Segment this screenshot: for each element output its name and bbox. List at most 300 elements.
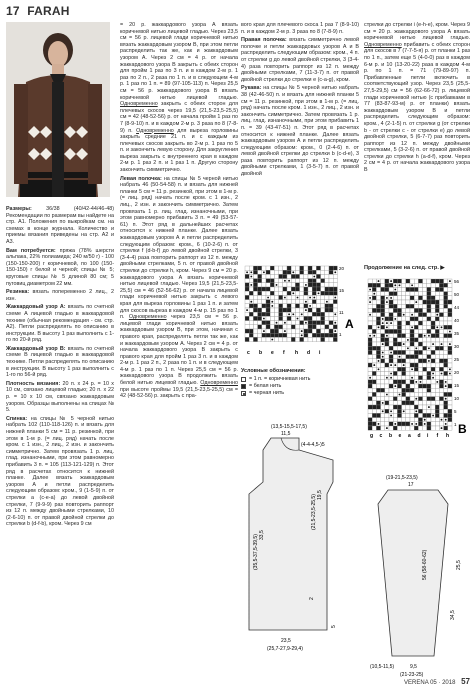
- chart-dot: [436, 326, 438, 328]
- chart-cell: [270, 279, 274, 283]
- chart-cell: [274, 274, 278, 278]
- chart-cell: [439, 359, 443, 363]
- chart-cell: [427, 300, 431, 304]
- chart-cell: [295, 300, 299, 304]
- chart-dot: [301, 334, 303, 336]
- chart-cell: [287, 325, 291, 329]
- chart-cell: [312, 304, 316, 308]
- chart-cell: [406, 342, 410, 346]
- chart-cell: [287, 283, 291, 287]
- chart-cell: [418, 401, 422, 405]
- sleeves-text-cont: стрелки до стрелки i (е-h-е), кром. Через 9 см = 20 р. жаккардового узора А вязать коричневой нитью лицевой гладью.: [364, 22, 470, 42]
- chart-cell: [410, 371, 414, 375]
- chart-cell: [329, 279, 333, 283]
- chart-dot: [378, 326, 380, 328]
- chart-cell: [444, 296, 448, 300]
- chart-cell: [295, 291, 299, 295]
- chart-cell: [414, 405, 418, 409]
- simultaneously-note: Одновременно: [136, 127, 174, 134]
- chart-cell: [397, 338, 401, 342]
- chart-cell: [402, 279, 406, 283]
- chart-cell: [249, 329, 253, 333]
- chart-cell: [381, 384, 385, 388]
- chart-cell: [444, 287, 448, 291]
- svg-text:23,5: 23,5: [281, 638, 291, 644]
- chart-cell: [312, 329, 316, 333]
- chart-cell: [381, 292, 385, 296]
- chart-cell: [448, 397, 452, 401]
- chart-cell: [270, 274, 274, 278]
- chart-dot: [250, 276, 252, 278]
- chart-cell: [245, 274, 249, 278]
- chart-cell: [397, 380, 401, 384]
- chart-cell: [304, 291, 308, 295]
- sleeves-label: Рукава:: [241, 85, 262, 92]
- chart-dot: [436, 314, 438, 316]
- chart-cell: [304, 304, 308, 308]
- chart-cell: [402, 304, 406, 308]
- chart-dot: [424, 335, 426, 337]
- chart-cell: [245, 337, 249, 341]
- chart-cell: [304, 329, 308, 333]
- chart-cell: [410, 279, 414, 283]
- simultaneously-note: Одновременно: [200, 380, 238, 387]
- chart-cell: [291, 283, 295, 287]
- chart-cell: [295, 312, 299, 316]
- chart-dot: [445, 398, 447, 400]
- chart-cell: [304, 274, 308, 278]
- chart-cell: [308, 308, 312, 312]
- chart-dot: [411, 326, 413, 328]
- svg-text:(25,7-27,9-29,4): (25,7-27,9-29,4): [267, 646, 303, 652]
- chart-cell: [266, 270, 270, 274]
- chart-cell: [262, 266, 266, 270]
- chart-cell: [274, 325, 278, 329]
- chart-cell: [406, 367, 410, 371]
- chart-dot: [394, 364, 396, 366]
- chart-dot: [390, 410, 392, 412]
- chart-cell: [389, 359, 393, 363]
- chart-dot: [386, 427, 388, 429]
- chart-dot: [399, 284, 401, 286]
- gauge-text: 20 п. х 24 р. = 10 х 10 см, связано лицевой гладью; 20 п. х 22 р. = 10 х 10 см, связано жаккардовым узором. Образцы выполнены на спицах № 5.: [6, 380, 114, 414]
- chart-cell: [406, 422, 410, 426]
- chart-cell: [321, 329, 325, 333]
- chart-a-row-label: 1: [339, 332, 342, 337]
- chart-cell: [381, 325, 385, 329]
- chart-dot: [386, 326, 388, 328]
- chart-cell: [287, 291, 291, 295]
- chart-cell: [308, 312, 312, 316]
- chart-dot: [309, 297, 311, 299]
- chart-a-col-label: f: [283, 350, 285, 356]
- simultaneously-note: Одновременно: [128, 314, 167, 321]
- chart-cell: [376, 405, 380, 409]
- chart-dot: [394, 423, 396, 425]
- chart-cell: [406, 283, 410, 287]
- chart-cell: [410, 287, 414, 291]
- chart-cell: [312, 312, 316, 316]
- chart-cell: [304, 325, 308, 329]
- chart-cell: [258, 279, 262, 283]
- chart-cell: [258, 333, 262, 337]
- chart-dot: [334, 322, 336, 324]
- chart-cell: [295, 329, 299, 333]
- sleeve-schematic: [364, 470, 472, 680]
- chart-cell: [385, 313, 389, 317]
- chart-cell: [385, 338, 389, 342]
- chart-cell: [439, 413, 443, 417]
- chart-cell: [418, 321, 422, 325]
- chart-cell: [372, 279, 376, 283]
- chart-cell: [389, 405, 393, 409]
- chart-cell: [266, 321, 270, 325]
- chart-cell: [253, 308, 257, 312]
- chart-cell: [418, 325, 422, 329]
- chart-cell: [262, 287, 266, 291]
- chart-cell: [274, 337, 278, 341]
- chart-cell: [312, 279, 316, 283]
- chart-cell: [431, 308, 435, 312]
- chart-cell: [435, 422, 439, 426]
- chart-cell: [316, 266, 320, 270]
- chart-cell: [418, 287, 422, 291]
- chart-cell: [329, 295, 333, 299]
- chart-a-col-label: b: [259, 350, 263, 356]
- chart-cell: [414, 321, 418, 325]
- chart-cell: [439, 313, 443, 317]
- chart-dot: [250, 301, 252, 303]
- chart-cell: [385, 279, 389, 283]
- chart-cell: [418, 384, 422, 388]
- chart-cell: [410, 413, 414, 417]
- chart-cell: [385, 355, 389, 359]
- chart-cell: [368, 418, 372, 422]
- chart-cell: [245, 291, 249, 295]
- chart-cell: [406, 409, 410, 413]
- chart-cell: [279, 279, 283, 283]
- chart-dot: [369, 314, 371, 316]
- chart-cell: [368, 380, 372, 384]
- chart-cell: [333, 325, 337, 329]
- chart-cell: [439, 300, 443, 304]
- sleeves-text: на спицы № 5 черной нитью набрать 38 (42-46-50) п. и вязать для нижней планки 5 см = 11 р. резинкой, при этом в 1-м р. (= лиц. ряд) начать после кром. 1 изн., 2 лиц., 2 изн. и закончить симметрично. Затем провязать 1 р. лиц. глад. изнаночными, при этом прибавить 1 п. = 39 (43-47-51) п. Этот ряд в расчетах относится к нижней планке. Далее вязать жаккардовым узором А и петли распределить следующим образом: кром., 0 (2-4-6) п. от левой двойной стрелки до стрелки b (с-d-е), 3 раза повторить раппорт из 12 п. между двойными стрелками, 1 (3-5-7) п. от правой двойной: [241, 85, 359, 178]
- chart-cell: [274, 316, 278, 320]
- rib-label: Резинка:: [6, 289, 30, 296]
- chart-cell: [444, 363, 448, 367]
- chart-cell: [397, 388, 401, 392]
- chart-cell: [385, 350, 389, 354]
- chart-cell: [312, 308, 316, 312]
- chart-cell: [300, 295, 304, 299]
- back-text-cont: = 20 р. жаккардового узора А вязать коричневой нитью лицевой гладью. Через 23,5 см = 56 р. лицевой глади коричневой нитью вязать жаккардовым узором В, при этом петли распределить так же, как и жаккардовым узором А. Через 2 см = 4 р. от начала жаккардового узора В закрыть с обеих сторон для пройм 1 раз по 3 п. и в каждом 2-м р. 1 раз по 2 п., 2 раза по 1 п. и в следующем 4-м р. 1 раз по 1 п. = 89 (97-105-113) п. Через 25,5 см = 56 р. жаккардового узора В вязать коричневой нитью лицевой гладью.: [120, 22, 238, 101]
- chart-cell: [249, 291, 253, 295]
- chart-cell: [372, 317, 376, 321]
- chart-cell: [321, 270, 325, 274]
- chart-cell: [389, 313, 393, 317]
- chart-cell: [389, 392, 393, 396]
- chart-cell: [431, 350, 435, 354]
- chart-cell: [385, 422, 389, 426]
- chart-cell: [439, 308, 443, 312]
- chart-cell: [381, 287, 385, 291]
- chart-cell: [325, 283, 329, 287]
- chart-cell: [279, 308, 283, 312]
- chart-cell: [321, 266, 325, 270]
- chart-cell: [439, 287, 443, 291]
- chart-cell: [372, 388, 376, 392]
- chart-cell: [406, 325, 410, 329]
- chart-cell: [389, 418, 393, 422]
- chart-cell: [316, 333, 320, 337]
- chart-cell: [448, 388, 452, 392]
- chart-cell: [316, 270, 320, 274]
- chart-cell: [279, 274, 283, 278]
- chart-cell: [418, 338, 422, 342]
- chart-cell: [287, 266, 291, 270]
- chart-cell: [435, 397, 439, 401]
- chart-cell: [389, 287, 393, 291]
- chart-cell: [283, 312, 287, 316]
- chart-cell: [372, 308, 376, 312]
- chart-cell: [376, 287, 380, 291]
- chart-cell: [431, 283, 435, 287]
- chart-cell: [435, 392, 439, 396]
- chart-cell: [448, 300, 452, 304]
- chart-cell: [431, 392, 435, 396]
- chart-cell: [406, 334, 410, 338]
- chart-dot: [382, 343, 384, 345]
- chart-cell: [393, 397, 397, 401]
- svg-text:17: 17: [408, 482, 414, 488]
- instructions-column-3: [241, 22, 359, 180]
- chart-cell: [410, 426, 414, 430]
- chart-cell: [291, 325, 295, 329]
- chart-cell: [283, 287, 287, 291]
- chart-cell: [283, 316, 287, 320]
- chart-cell: [423, 292, 427, 296]
- chart-cell: [381, 313, 385, 317]
- chart-cell: [389, 308, 393, 312]
- chart-cell: [316, 287, 320, 291]
- materials-label: Вам потребуется:: [6, 247, 56, 254]
- chart-cell: [389, 338, 393, 342]
- chart-cell: [431, 359, 435, 363]
- chart-cell: [423, 321, 427, 325]
- chart-cell: [418, 279, 422, 283]
- chart-cell: [397, 413, 401, 417]
- chart-cell: [402, 287, 406, 291]
- chart-cell: [402, 325, 406, 329]
- chart-cell: [439, 292, 443, 296]
- chart-cell: [410, 359, 414, 363]
- chart-dot: [390, 280, 392, 282]
- chart-dot: [309, 305, 311, 307]
- chart-cell: [325, 312, 329, 316]
- chart-cell: [423, 355, 427, 359]
- chart-b-col-label: g: [370, 433, 374, 439]
- chart-dot: [399, 394, 401, 396]
- chart-cell: [427, 308, 431, 312]
- chart-cell: [274, 312, 278, 316]
- chart-dot: [415, 423, 417, 425]
- chart-cell: [402, 418, 406, 422]
- svg-text:5: 5: [331, 625, 337, 628]
- chart-cell: [258, 266, 262, 270]
- chart-cell: [410, 317, 414, 321]
- chart-cell: [397, 350, 401, 354]
- chart-dot: [445, 381, 447, 383]
- chart-cell: [304, 266, 308, 270]
- chart-dot: [271, 305, 273, 307]
- chart-cell: [295, 304, 299, 308]
- chart-cell: [406, 384, 410, 388]
- chart-cell: [381, 300, 385, 304]
- chart-cell: [368, 388, 372, 392]
- chart-cell: [431, 355, 435, 359]
- chart-cell: [389, 334, 393, 338]
- chart-cell: [402, 359, 406, 363]
- materials-text: пряжа (78% шерсти альпака, 22% полиамида; 240 м/50 г) - 100 (150-150-200) г коричневой, по 100 (150-150-150) г белой и черной; спицы № 5; круговые спицы № 5 длиной 80 см; 5 пуговиц диаметром 22 мм.: [6, 247, 114, 287]
- chart-cell: [439, 388, 443, 392]
- chart-cell: [325, 325, 329, 329]
- chart-cell: [253, 312, 257, 316]
- chart-cell: [393, 321, 397, 325]
- chart-cell: [368, 409, 372, 413]
- chart-cell: [414, 359, 418, 363]
- chart-cell: [397, 287, 401, 291]
- chart-cell: [393, 367, 397, 371]
- chart-cell: [439, 317, 443, 321]
- chart-cell: [381, 279, 385, 283]
- chart-cell: [389, 317, 393, 321]
- chart-cell: [423, 401, 427, 405]
- chart-cell: [381, 304, 385, 308]
- chart-cell: [427, 329, 431, 333]
- chart-cell: [431, 409, 435, 413]
- instructions-column-4: [364, 22, 470, 176]
- chart-cell: [427, 292, 431, 296]
- chart-cell: [300, 270, 304, 274]
- chart-cell: [418, 317, 422, 321]
- chart-cell: [444, 350, 448, 354]
- chart-dot: [390, 377, 392, 379]
- chart-cell: [376, 371, 380, 375]
- chart-cell: [321, 316, 325, 320]
- chart-cell: [448, 384, 452, 388]
- chart-cell: [295, 321, 299, 325]
- chart-dot: [276, 322, 278, 324]
- chart-cell: [253, 325, 257, 329]
- chart-cell: [435, 350, 439, 354]
- svg-text:25,5: 25,5: [456, 560, 462, 570]
- chart-cell: [376, 346, 380, 350]
- chart-cell: [406, 371, 410, 375]
- chart-dot: [394, 289, 396, 291]
- chart-cell: [372, 355, 376, 359]
- chart-cell: [427, 342, 431, 346]
- chart-cell: [245, 295, 249, 299]
- chart-cell: [308, 325, 312, 329]
- chart-cell: [427, 422, 431, 426]
- chart-cell: [321, 321, 325, 325]
- chart-dot: [378, 423, 380, 425]
- chart-cell: [372, 409, 376, 413]
- chart-cell: [253, 337, 257, 341]
- chart-b-col-label: e: [398, 433, 402, 439]
- chart-cell: [448, 418, 452, 422]
- chart-cell: [291, 287, 295, 291]
- chart-a-col-label: d: [307, 350, 311, 356]
- chart-cell: [435, 418, 439, 422]
- chart-cell: [423, 363, 427, 367]
- chart-dot: [445, 419, 447, 421]
- chart-cell: [291, 316, 295, 320]
- chart-cell: [283, 337, 287, 341]
- chart-cell: [418, 426, 422, 430]
- chart-cell: [287, 287, 291, 291]
- chart-cell: [372, 296, 376, 300]
- chart-cell: [381, 380, 385, 384]
- chart-cell: [258, 337, 262, 341]
- chart-cell: [287, 274, 291, 278]
- chart-cell: [266, 308, 270, 312]
- chart-cell: [262, 304, 266, 308]
- chart-b-row-label: 40: [454, 318, 460, 323]
- chart-dot: [407, 347, 409, 349]
- chart-cell: [316, 321, 320, 325]
- chart-b-col-label: c: [379, 433, 383, 439]
- chart-cell: [431, 397, 435, 401]
- chart-cell: [444, 426, 448, 430]
- chart-cell: [414, 342, 418, 346]
- chart-cell: [291, 329, 295, 333]
- chart-cell: [393, 325, 397, 329]
- chart-cell: [274, 279, 278, 283]
- chart-dot: [411, 284, 413, 286]
- chart-dot: [441, 343, 443, 345]
- chart-cell: [397, 308, 401, 312]
- chart-cell: [316, 295, 320, 299]
- chart-cell: [410, 380, 414, 384]
- chart-cell: [444, 346, 448, 350]
- chart-cell: [372, 359, 376, 363]
- chart-cell: [393, 300, 397, 304]
- chart-cell: [431, 401, 435, 405]
- chart-cell: [423, 359, 427, 363]
- chart-cell: [291, 321, 295, 325]
- chart-dot: [373, 293, 375, 295]
- chart-cell: [325, 270, 329, 274]
- chart-dot: [313, 297, 315, 299]
- chart-cell: [423, 388, 427, 392]
- chart-cell: [258, 325, 262, 329]
- chart-cell: [258, 300, 262, 304]
- chart-dot: [428, 347, 430, 349]
- chart-cell: [376, 313, 380, 317]
- chart-cell: [279, 325, 283, 329]
- chart-cell: [381, 413, 385, 417]
- chart-cell: [266, 329, 270, 333]
- chart-dot: [394, 318, 396, 320]
- chart-cell: [431, 325, 435, 329]
- chart-cell: [431, 300, 435, 304]
- chart-cell: [423, 304, 427, 308]
- chart-cell: [406, 380, 410, 384]
- chart-cell: [291, 308, 295, 312]
- chart-cell: [439, 376, 443, 380]
- chart-dot: [378, 360, 380, 362]
